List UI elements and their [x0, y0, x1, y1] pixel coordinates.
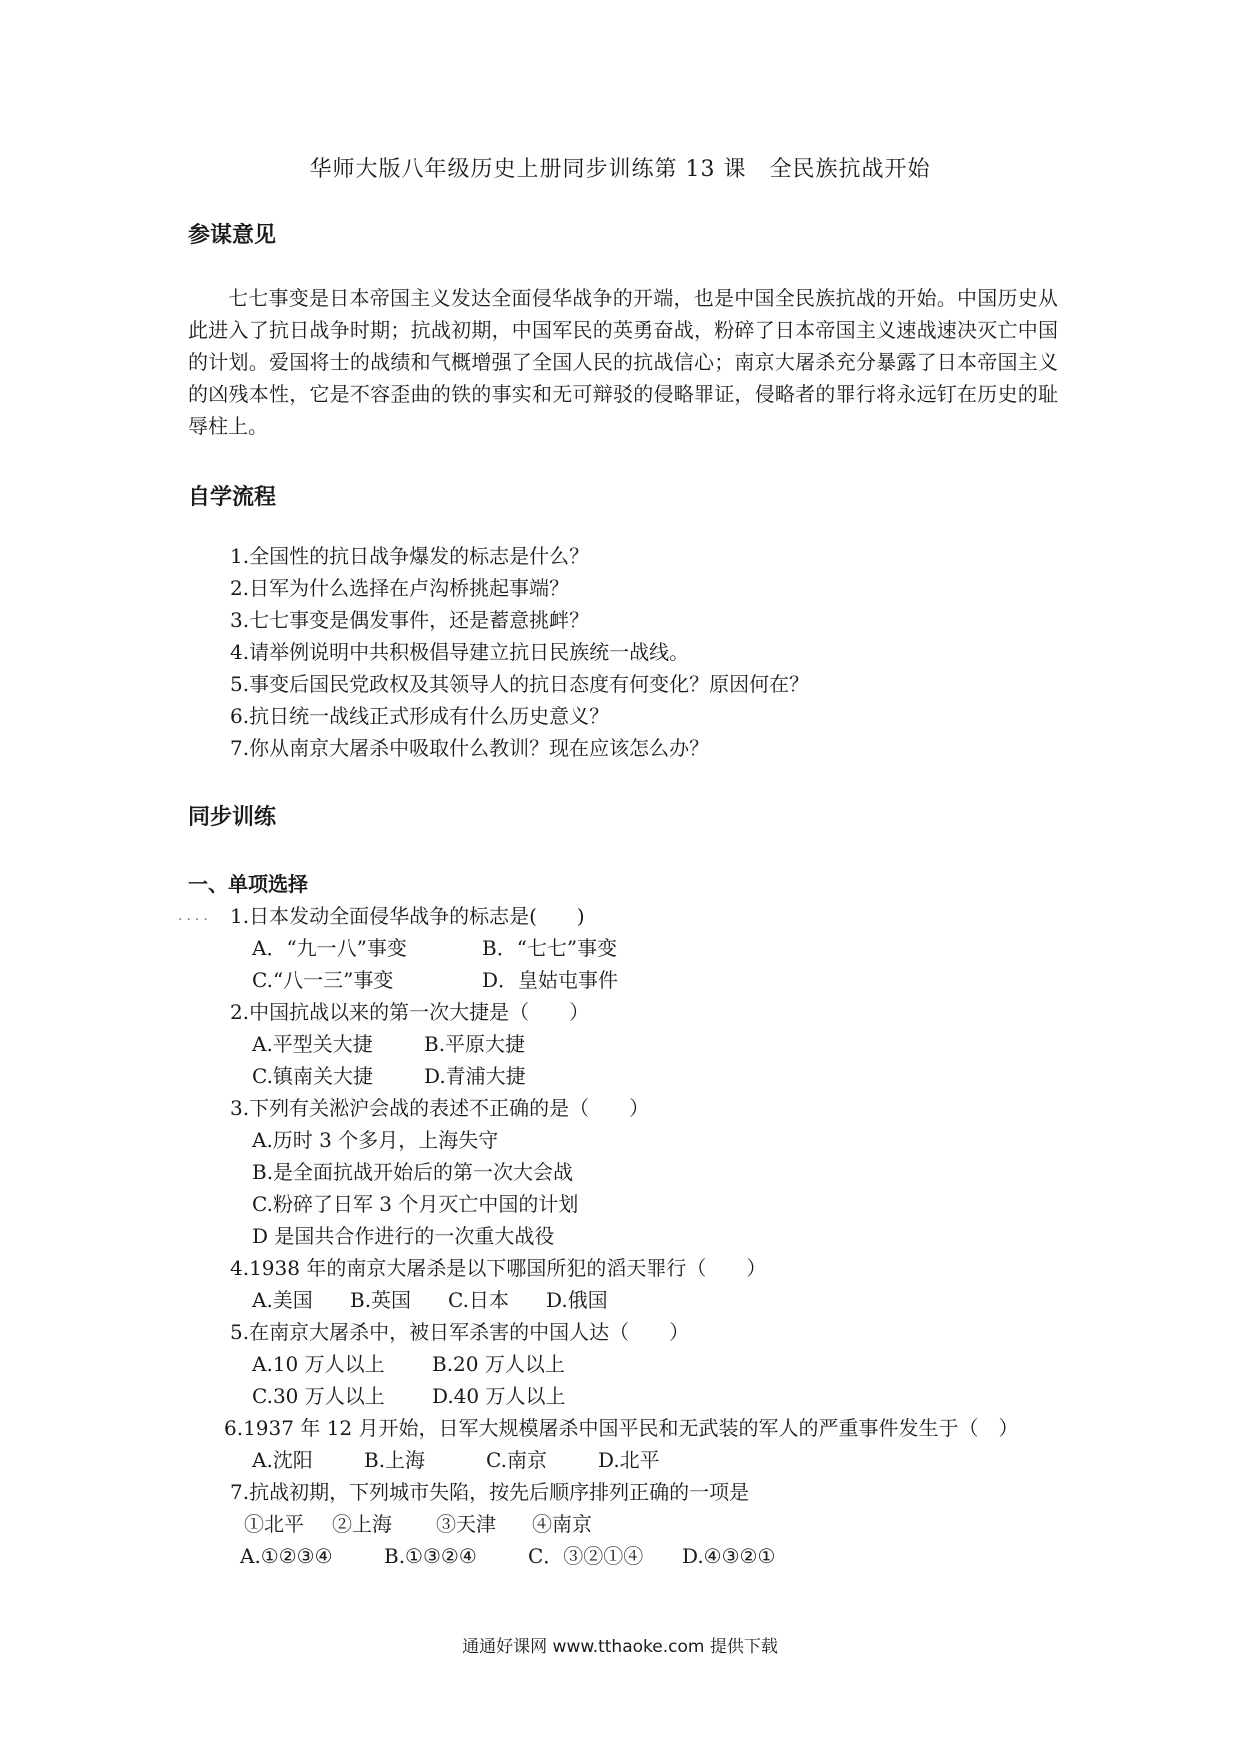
option-b: B．“七七”事变	[482, 936, 618, 960]
option-d: D 是国共合作进行的一次重大战役	[252, 1224, 555, 1248]
question-7: 7.抗战初期，下列城市失陷，按先后顺序排列正确的一项是	[230, 1480, 750, 1504]
option-c: C.南京	[486, 1448, 547, 1472]
option-a: A．“九一八”事变	[252, 936, 407, 960]
option-a: A.①②③④	[240, 1544, 333, 1568]
training-heading: 同步训练	[188, 805, 277, 830]
option-a: A.美国	[252, 1288, 313, 1312]
question-4-options-row	[252, 1284, 608, 1316]
list-item: 6.抗日统一战线正式形成有什么历史意义？	[230, 704, 610, 728]
question-1-options-row	[252, 964, 618, 996]
option-c: C.粉碎了日军 3 个月灭亡中国的计划	[252, 1192, 579, 1216]
list-item: 3.七七事变是偶发事件，还是蓄意挑衅？	[230, 608, 590, 632]
option-d: D.北平	[598, 1448, 660, 1472]
option-b: B.①③②④	[384, 1544, 477, 1568]
option-b: B.平原大捷	[424, 1032, 526, 1056]
self-study-heading: 自学流程	[188, 485, 277, 510]
option-d: D.俄国	[546, 1288, 608, 1312]
question-5-options-row	[252, 1348, 565, 1380]
question-5: 5.在南京大屠杀中，被日军杀害的中国人达（ ）	[230, 1320, 690, 1344]
question-6: 6.1937 年 12 月开始，日军大规模屠杀中国平民和无武装的军人的严重事件发生于（ ）	[224, 1416, 1019, 1440]
item-3: ③天津	[436, 1512, 496, 1536]
option-a: A.历时 3 个多月，上海失守	[252, 1128, 499, 1152]
option-b: B.英国	[350, 1288, 412, 1312]
single-choice-heading: 一、单项选择	[188, 872, 308, 896]
document-title: 华师大版八年级历史上册同步训练第 13 课 全民族抗战开始	[309, 157, 931, 182]
option-d: D.40 万人以上	[432, 1384, 566, 1408]
option-c: C．③②①④	[528, 1544, 644, 1568]
question-4: 4.1938 年的南京大屠杀是以下哪国所犯的滔天罪行（ ）	[230, 1256, 767, 1280]
option-a: A.10 万人以上	[252, 1352, 385, 1376]
list-item: 2.日军为什么选择在卢沟桥挑起事端？	[230, 576, 570, 600]
item-2: ②上海	[332, 1512, 392, 1536]
list-item: 1.全国性的抗日战争爆发的标志是什么？	[230, 544, 590, 568]
option-c: C.“八一三”事变	[252, 968, 394, 992]
list-item: 4.请举例说明中共积极倡导建立抗日民族统一战线。	[230, 640, 690, 664]
question-1-options-row	[252, 932, 617, 964]
question-1: 1.日本发动全面侵华战争的标志是( )	[230, 904, 585, 928]
question-6-options-row	[252, 1444, 660, 1476]
question-2-options-row	[252, 1028, 525, 1060]
question-5-options-row	[252, 1380, 566, 1412]
item-4: ④南京	[532, 1512, 592, 1536]
question-2-options-row	[252, 1060, 526, 1092]
option-d: D．皇姑屯事件	[482, 968, 619, 992]
question-3: 3.下列有关淞沪会战的表述不正确的是（ ）	[230, 1096, 650, 1120]
dots-mark: ....	[178, 908, 212, 924]
option-b: B.20 万人以上	[432, 1352, 565, 1376]
advice-paragraph: 七七事变是日本帝国主义发达全面侵华战争的开端，也是中国全民族抗战的开始。中国历史从此进入了抗日战争时期；抗战初期，中国军民的英勇奋战，粉碎了日本帝国主义速战速决灭亡中国的计划。爱国将士的战绩和气概增强了全国人民的抗战信心；南京大屠杀充分暴露了日本帝国主义的凶残本性，它是不容歪曲的铁的事实和无可辩驳的侵略罪证，侵略者的罪行将永远钉在历史的耻辱柱上。	[188, 286, 1058, 438]
question-7-items-row	[244, 1508, 592, 1540]
option-b: B.是全面抗战开始后的第一次大会战	[252, 1160, 574, 1184]
question-7-options-row	[240, 1540, 775, 1572]
item-1: ①北平	[244, 1512, 304, 1536]
option-d: D.青浦大捷	[424, 1064, 526, 1088]
option-a: A.平型关大捷	[252, 1032, 373, 1056]
option-b: B.上海	[364, 1448, 426, 1472]
question-2: 2.中国抗战以来的第一次大捷是（ ）	[230, 1000, 590, 1024]
footer-credit: 通通好课网 www.tthaoke.com 提供下载	[462, 1637, 778, 1657]
list-item: 7.你从南京大屠杀中吸取什么教训？现在应该怎么办？	[230, 736, 710, 760]
option-d: D.④③②①	[682, 1544, 776, 1568]
option-c: C.镇南关大捷	[252, 1064, 373, 1088]
option-c: C.日本	[448, 1288, 509, 1312]
self-study-list	[230, 540, 809, 764]
option-a: A.沈阳	[252, 1448, 313, 1472]
list-item: 5.事变后国民党政权及其领导人的抗日态度有何变化？原因何在？	[230, 672, 810, 696]
advice-heading: 参谋意见	[188, 223, 277, 248]
option-c: C.30 万人以上	[252, 1384, 385, 1408]
